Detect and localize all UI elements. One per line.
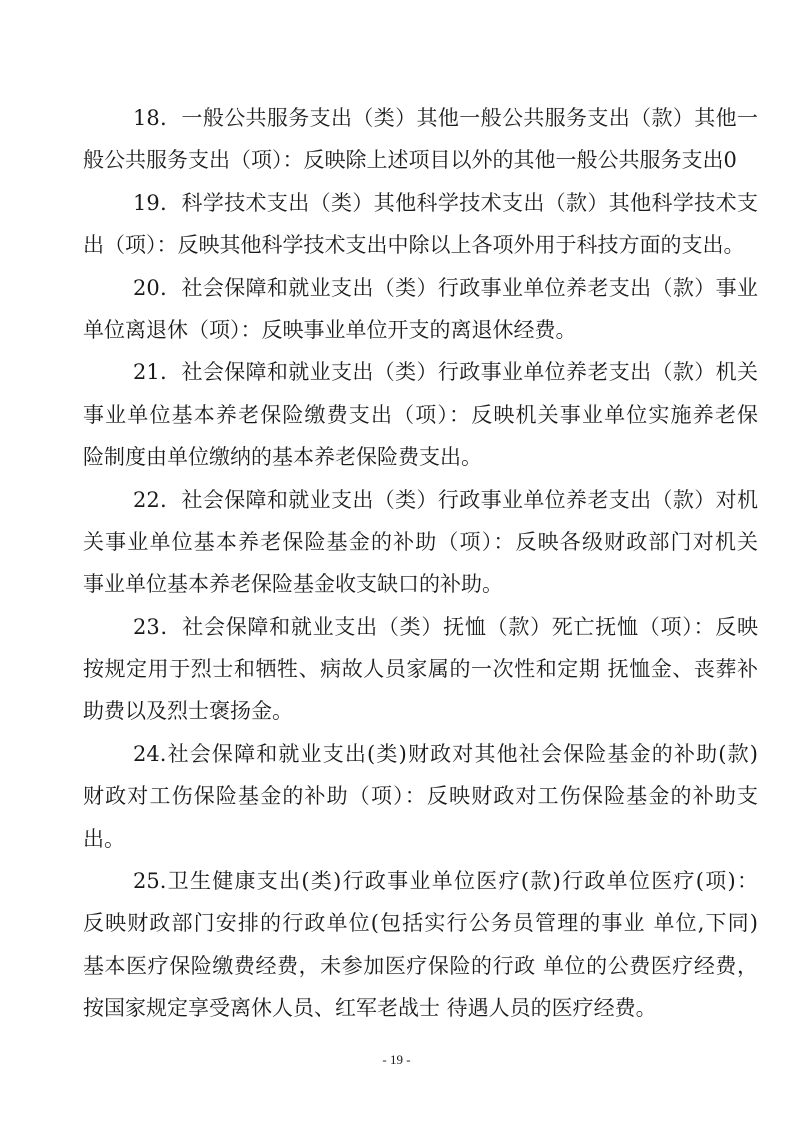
- paragraph-line: 出（项）：反映其他科学技术支出中除以上各项外用于科技方面的支出。: [83, 233, 745, 258]
- paragraph-line: 25.卫生健康支出(类)行政事业单位医疗(款)行政单位医疗(项)：: [133, 869, 758, 894]
- paragraph-line: 基本医疗保险缴费经费，未参加医疗保险的行政 单位的公费医疗经费，: [83, 953, 758, 978]
- paragraph-line: 20．社会保障和就业支出（类）行政事业单位养老支出（款）事业: [133, 275, 758, 300]
- paragraph-line: 19．科学技术支出（类）其他科学技术支出（款）其他科学技术支: [133, 190, 758, 215]
- paragraph-line: 23．社会保障和就业支出（类）抚恤（款）死亡抚恤（项）：反映: [133, 614, 758, 639]
- paragraph-line: 财政对工伤保险基金的补助（项）：反映财政对工伤保险基金的补助支: [83, 784, 758, 809]
- body-text: [83, 97, 758, 1030]
- paragraph-line: 24.社会保障和就业支出(类)财政对其他社会保险基金的补助(款): [133, 741, 758, 766]
- page-number: - 19 -: [382, 1052, 411, 1067]
- paragraph-22: [83, 479, 758, 606]
- paragraph-line: 反映财政部门安排的行政单位(包括实行公务员管理的事业 单位,下同): [83, 911, 758, 936]
- paragraph-line: 按规定用于烈士和牺牲、病故人员家属的一次性和定期 抚恤金、丧葬补: [83, 657, 758, 682]
- paragraph-line: 事业单位基本养老保险基金收支缺口的补助。: [83, 572, 503, 597]
- paragraph-21: [83, 351, 758, 478]
- paragraph-line: 出。: [83, 826, 125, 851]
- paragraph-line: 险制度由单位缴纳的基本养老保险费支出。: [83, 445, 482, 470]
- paragraph-line: 21．社会保障和就业支出（类）行政事业单位养老支出（款）机关: [133, 360, 758, 385]
- paragraph-line: 事业单位基本养老保险缴费支出（项）：反映机关事业单位实施养老保: [83, 402, 758, 427]
- paragraph-20: [83, 267, 758, 352]
- paragraph-25: [83, 860, 758, 1030]
- paragraph-line: 般公共服务支出（项）：反映除上述项目以外的其他一般公共服务支出0: [83, 148, 737, 173]
- paragraph-18: [83, 97, 758, 182]
- paragraph-23: [83, 606, 758, 733]
- paragraph-19: [83, 182, 758, 267]
- paragraph-24: [83, 733, 758, 860]
- paragraph-line: 18．一般公共服务支出（类）其他一般公共服务支出（款）其他一: [133, 106, 758, 130]
- paragraph-line: 22．社会保障和就业支出（类）行政事业单位养老支出（款）对机: [133, 487, 758, 512]
- paragraph-line: 助费以及烈士褒扬金。: [83, 699, 293, 724]
- paragraph-line: 单位离退休（项）：反映事业单位开支的离退休经费。: [83, 317, 577, 342]
- paragraph-line: 关事业单位基本养老保险基金的补助（项）：反映各级财政部门对机关: [83, 529, 758, 554]
- paragraph-line: 按国家规定享受离休人员、红军老战士 待遇人员的医疗经费。: [83, 996, 657, 1021]
